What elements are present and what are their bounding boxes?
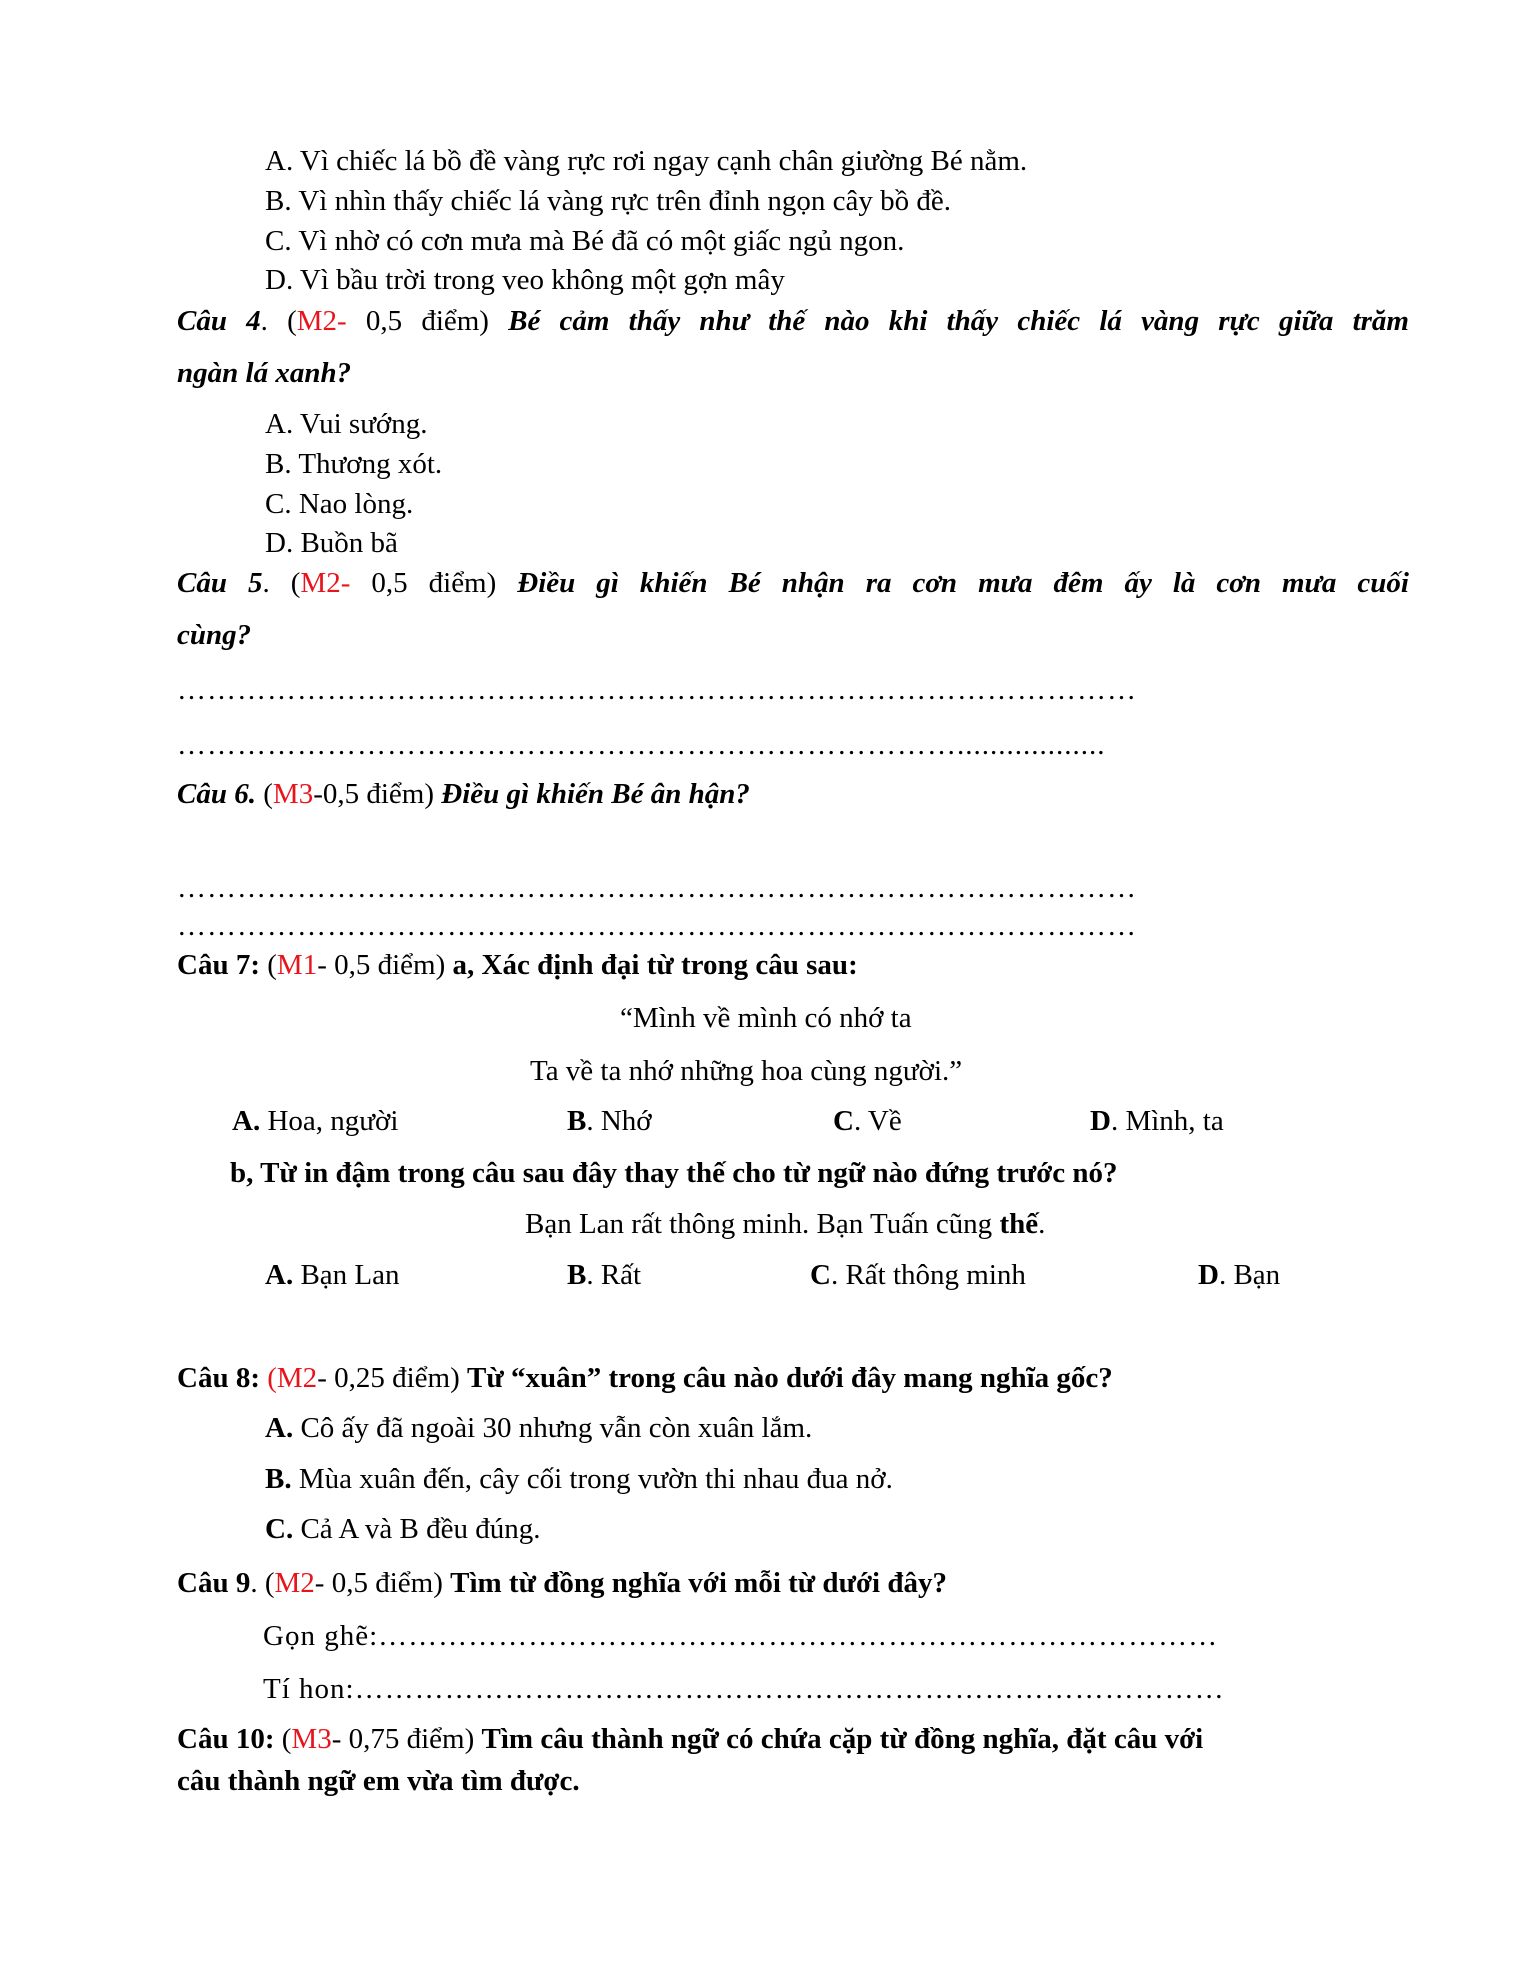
q6-level: M3 bbox=[272, 778, 314, 810]
q10-level: M3 bbox=[291, 1723, 332, 1755]
q7-verse-line-2: Ta về ta nhớ những hoa cùng người.” bbox=[530, 1055, 963, 1087]
q7-sentence: Bạn Lan rất thông minh. Bạn Tuấn cũng thế. bbox=[525, 1208, 1046, 1240]
q5-points: 0,5 điểm) bbox=[350, 567, 518, 599]
q4-question-cont: ngàn lá xanh? bbox=[177, 357, 352, 389]
q6-question: Điều gì khiến Bé ân hận? bbox=[441, 778, 750, 810]
q7-verse-line-1: “Mình về mình có nhớ ta bbox=[620, 1002, 912, 1034]
q7-part-b: b, Từ in đậm trong câu sau đây thay thế cho từ ngữ nào đứng trước nó? bbox=[230, 1157, 1118, 1189]
q4-option-c: C. Nao lòng. bbox=[265, 488, 414, 520]
q4-label: Câu 4 bbox=[177, 305, 261, 337]
q9-question: Tìm từ đồng nghĩa với mỗi từ dưới đây? bbox=[450, 1567, 947, 1599]
q7-label: Câu 7: bbox=[177, 949, 260, 981]
q4-option-a: A. Vui sướng. bbox=[265, 408, 428, 440]
q7b-option-d: D. Bạn bbox=[1198, 1259, 1281, 1291]
q8-level: (M2 bbox=[259, 1362, 318, 1394]
q5-question-cont: cùng? bbox=[177, 619, 252, 651]
q4-option-d: D. Buồn bã bbox=[265, 527, 398, 559]
q7-header: Câu 7: (M1- 0,5 điểm) a, Xác định đại từ trong câu sau: bbox=[177, 949, 858, 981]
q7-part-a: a, Xác định đại từ trong câu sau: bbox=[452, 949, 858, 981]
q10-question-cont: câu thành ngữ em vừa tìm được. bbox=[177, 1765, 580, 1797]
q3-option-d: D. Vì bầu trời trong veo không một gợn mây bbox=[265, 264, 785, 296]
q3-option-a: A. Vì chiếc lá bồ đề vàng rực rơi ngay cạnh chân giường Bé nằm. bbox=[265, 145, 1028, 177]
q7-points: - 0,5 điểm) bbox=[317, 949, 453, 981]
q8-points: - 0,25 điểm) bbox=[317, 1362, 467, 1394]
q5-question: Điều gì khiến Bé nhận ra cơn mưa đêm ấy là cơn mưa cuối bbox=[517, 567, 1409, 599]
q6-header: Câu 6. (M3-0,5 điểm) Điều gì khiến Bé ân hận? bbox=[177, 778, 750, 810]
q4-option-b: B. Thương xót. bbox=[265, 448, 443, 480]
q7a-option-b: B. Nhớ bbox=[567, 1105, 652, 1137]
q8-option-c: C. Cả A và B đều đúng. bbox=[265, 1513, 541, 1545]
q5-answer-line-1: …………………………………………………………………………………… bbox=[177, 674, 1137, 706]
q7-level: M1 bbox=[276, 949, 318, 981]
q5-answer-line-2: …………………………………………………………………….................. bbox=[177, 729, 1106, 761]
q7a-option-c: C. Về bbox=[833, 1105, 902, 1137]
q4-points: 0,5 điểm) bbox=[346, 305, 509, 337]
q9-header: Câu 9. (M2- 0,5 điểm) Tìm từ đồng nghĩa với mỗi từ dưới đây? bbox=[177, 1567, 947, 1599]
q8-option-b: B. Mùa xuân đến, cây cối trong vườn thi nhau đua nở. bbox=[265, 1463, 893, 1495]
q7b-option-a: A. Bạn Lan bbox=[265, 1259, 400, 1291]
q9-item-ti-hon: Tí hon:…………………………………………………………………………… bbox=[263, 1673, 1225, 1705]
q4-level: M2- bbox=[296, 305, 347, 337]
q6-answer-line-2: …………………………………………………………………………………… bbox=[177, 910, 1137, 942]
q10-question: Tìm câu thành ngữ có chứa cặp từ đồng nghĩa, đặt câu với bbox=[481, 1723, 1204, 1755]
q10-points: - 0,75 điểm) bbox=[331, 1723, 482, 1755]
q7b-option-c: C. Rất thông minh bbox=[810, 1259, 1026, 1291]
q8-option-a: A. Cô ấy đã ngoài 30 nhưng vẫn còn xuân lắm. bbox=[265, 1412, 813, 1444]
q5-header: Câu 5. (M2- 0,5 điểm) Điều gì khiến Bé nhận ra cơn mưa đêm ấy là cơn mưa cuối bbox=[177, 567, 1409, 599]
q8-label: Câu 8: bbox=[177, 1362, 260, 1394]
q7a-option-a: A. Hoa, người bbox=[232, 1105, 399, 1137]
q3-option-c: C. Vì nhờ có cơn mưa mà Bé đã có một giấc ngủ ngon. bbox=[265, 225, 905, 257]
q6-label: Câu 6. bbox=[177, 778, 256, 810]
q6-points: -0,5 điểm) bbox=[313, 778, 442, 810]
q9-level: M2 bbox=[274, 1567, 315, 1599]
q8-question: Từ “xuân” trong câu nào dưới đây mang nghĩa gốc? bbox=[467, 1362, 1113, 1394]
q7a-option-d: D. Mình, ta bbox=[1090, 1105, 1224, 1137]
q4-question: Bé cảm thấy như thế nào khi thấy chiếc lá vàng rực giữa trăm bbox=[508, 305, 1409, 337]
q6-answer-line-1: …………………………………………………………………………………… bbox=[177, 872, 1137, 904]
q8-header bbox=[177, 1360, 1113, 1396]
q9-points: - 0,5 điểm) bbox=[314, 1567, 451, 1599]
q5-level: M2- bbox=[300, 567, 351, 599]
q7b-option-b: B. Rất bbox=[567, 1259, 642, 1291]
q10-label: Câu 10: bbox=[177, 1723, 275, 1755]
q10-header: Câu 10: (M3- 0,75 điểm) Tìm câu thành ngữ có chứa cặp từ đồng nghĩa, đặt câu với bbox=[177, 1723, 1204, 1755]
q9-item-gon-ghe: Gọn ghẽ:………………………………………………………………………… bbox=[263, 1620, 1219, 1652]
q3-option-b: B. Vì nhìn thấy chiếc lá vàng rực trên đỉnh ngọn cây bồ đề. bbox=[265, 185, 952, 217]
q5-label: Câu 5 bbox=[177, 567, 263, 599]
q4-header: Câu 4. (M2- 0,5 điểm) Bé cảm thấy như thế nào khi thấy chiếc lá vàng rực giữa trăm bbox=[177, 305, 1409, 337]
q9-label: Câu 9 bbox=[177, 1567, 251, 1599]
